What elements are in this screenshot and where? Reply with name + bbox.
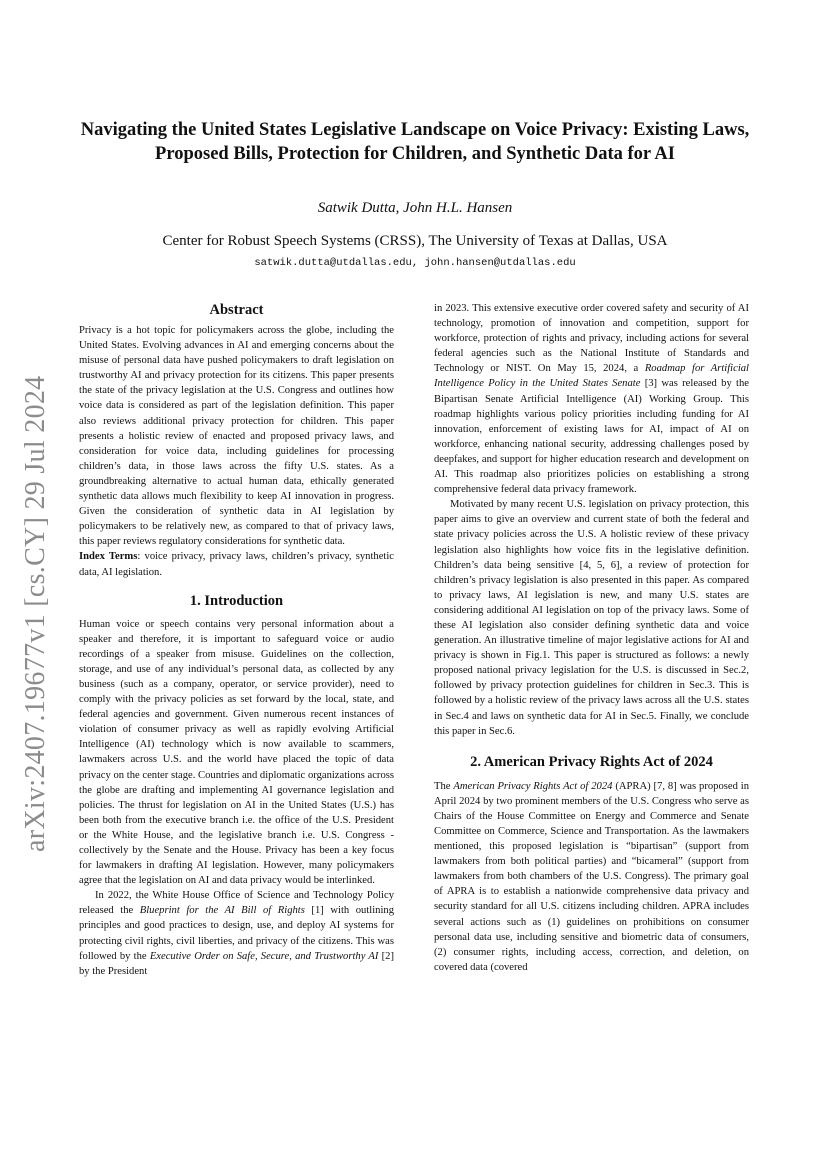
- section-2-paragraph-1: [434, 779, 749, 975]
- right-p1-roadmap-title: Roadmap for Artificial Intelligence Policy in the United States Senate: [434, 363, 750, 390]
- sec2-p1-apra-title: American Privacy Rights Act of 2024: [453, 780, 613, 792]
- arxiv-identifier-stamp: arXiv:2407.19677v1 [cs.CY] 29 Jul 2024: [20, 375, 51, 852]
- intro-p2-text-c: [1] with outlining principles and good practices to design, use, and deploy AI systems for protecting civil rights, civil liberties, and privacy of the citizens. This was followed by the: [79, 905, 394, 962]
- paper-authors: Satwik Dutta, John H.L. Hansen: [317, 200, 513, 216]
- right-column: [434, 301, 749, 975]
- right-paragraph-2: Motivated by many recent U.S. legislation on privacy protection, this paper aims to give an overview and current state of both the federal and state privacy policies across the U.S. A holistic review of these privacy legislation also highlights how voice fits in the legislative definition. Children’s data being sensitive [4, 5, 6], a review of protection for children’s privacy legislation is also presented in this paper. As compared to privacy laws, AI legislation is new, and many U.S. states are considering additional AI legislation on top of the privacy laws. Some of these AI legislation also consider defining synthetic data and voice generation. An illustrative timeline of major legislative actions for AI and privacy is shown in Fig.1. This paper is structured as follows: a newly proposed national privacy legislation for the U.S. is discussed in Sec.2, followed by privacy protection guidelines for children in Sec.3. This is followed by a holistic review of the privacy laws across all the U.S. states in Sec.4 and laws on synthetic data for AI in Sec.5. Finally, we conclude this paper in Sec.6.: [434, 499, 749, 737]
- intro-p2-executive-order-title: Executive Order on Safe, Secure, and Trustworthy AI: [149, 950, 379, 962]
- section-2-heading: 2. American Privacy Rights Act of 2024: [470, 753, 713, 770]
- index-terms-list: : voice privacy, privacy laws, children’s privacy, synthetic data, AI legislation.: [79, 551, 395, 578]
- index-terms: [79, 549, 394, 579]
- intro-paragraph-2: [79, 888, 394, 979]
- right-p1-text-a: in 2023. This extensive executive order covered safety and security of AI technology, promotion of innovation and competition, support for workforce, protection of rights and privacy, including actions for several federal agencies such as the National Institute of Standards and Technology or NIST. On May 15, 2024, a: [434, 303, 749, 375]
- abstract-body: Privacy is a hot topic for policymakers across the globe, including the United States. Evolving advances in AI and emerging concerns about the misuse of personal data have pushed policymakers to draft legislation on trustworthy AI and privacy protection for its citizens. This paper presents the state of the privacy legislation at the U.S. Congress and outlines how voice data is considered as part of the legislation definition. This paper also reviews additional privacy protection for children. This paper presents a holistic review of enacted and proposed privacy laws, and consideration for voice data, including guidelines for processing children’s data, in those laws across the fifty U.S. states. As a groundbreaking alternative to actual human data, ethically generated synthetic data allows much flexibility to keep AI innovation in progress. Given the consideration of synthetic data in AI legislation by policymakers to be relatively new, as compared to that of privacy laws, this paper reviews regulatory considerations for synthetic data.: [79, 325, 394, 548]
- intro-p2-text-e: [2] by the President: [79, 950, 394, 977]
- right-p1-text-c: [3] was released by the Bipartisan Senate Artificial Intelligence (AI) Working Group. This roadmap highlights various policy priorities including funding for AI innovation, enforcement of existing laws for AI, impact of AI on workforce, enhancing national security, addressing challenges posed by deepfakes, and support for higher education research and development on AI. This roadmap also prioritizes policies on establishing a strong comprehensive federal data privacy framework.: [434, 378, 749, 496]
- left-column: [79, 300, 394, 979]
- index-terms-label: Index Terms: [79, 551, 138, 563]
- abstract-heading: Abstract: [209, 302, 264, 318]
- author-emails: satwik.dutta@utdallas.edu, john.hansen@utdallas.edu: [254, 257, 576, 269]
- intro-paragraph-1: Human voice or speech contains very personal information about a speaker and therefore, it is important to safeguard voice or audio recordings of a speaker from misuse. Guidelines on the collection, storage, and use of any individual’s personal data, as collected by any business (such as a company, operator, or service provider), need to comply with the privacy policies as set forward by the local, state, and federal agencies and government. Given numerous recent instances of violation of consumer privacy as well as rapidly evolving Artificial Intelligence (AI) technology which is now available to scammers, lawmakers across U.S. and the world have placed the topic of data privacy on the center stage. Countries and diplomatic organizations across the globe are drafting and implementing AI governance legislation and policies. The thrust for legislation on AI in the United States (U.S.) has been both from the executive branch i.e. the office of the U.S. President or the White House, and the legislative branch i.e. U.S. Congress - collectively by the Senate and the House. Privacy has been a key focus for lawmakers in drafting AI legislation. However, many policymakers agree that the legislation on AI and data privacy would be interlinked.: [79, 618, 394, 887]
- sec2-p1-text-a: The: [434, 780, 454, 792]
- introduction-heading: 1. Introduction: [189, 592, 284, 609]
- intro-p2-blueprint-title: Blueprint for the AI Bill of Rights: [139, 905, 305, 917]
- right-paragraph-1: [434, 301, 749, 497]
- paper-title: Navigating the United States Legislative Landscape on Voice Privacy: Existing Laws, Proposed Bills, Protection for Children, and Synthetic Data for AI: [80, 120, 750, 164]
- author-affiliation: Center for Robust Speech Systems (CRSS), The University of Texas at Dallas, USA: [162, 233, 668, 249]
- sec2-p1-text-c: (APRA) [7, 8] was proposed in April 2024 by two prominent members of the U.S. Congress who serve as Chairs of the House Committee on Energy and Commerce and Senate Committee on Commerce, Science and Transportation. As the lawmakers mentioned, this proposed legislation is “bipartisan” (support from lawmakers from both political parties) and “bicameral” (support from lawmakers from both chambers of the U.S. Congress). The primary goal of APRA is to establish a nationwide comprehensive data privacy and security standard for all U.S. citizens including children. APRA includes several actions such as (1) guidelines on prohibitions on consumer personal data use, including sensitive and biometric data of consumers, (2) consumer rights, including access, correction, and deletion, on covered data (covered: [434, 780, 750, 973]
- intro-p2-text-a: In 2022, the White House Office of Science and Technology Policy released the: [79, 890, 394, 917]
